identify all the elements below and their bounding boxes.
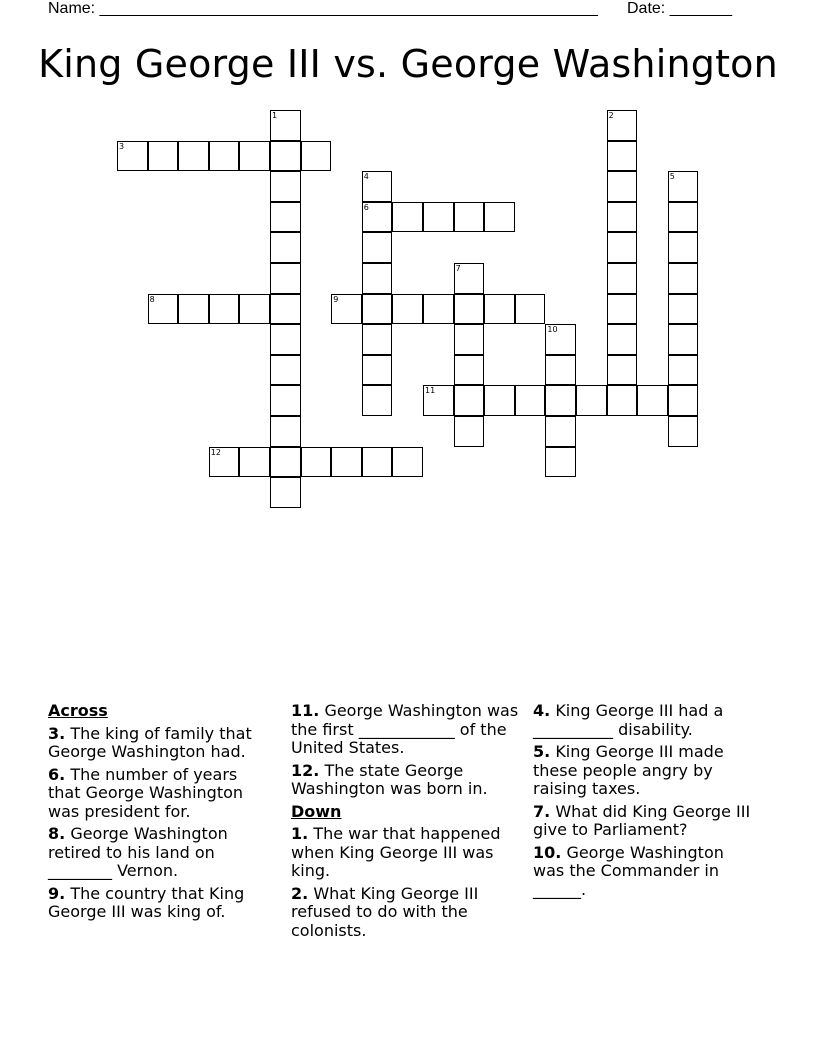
crossword-cell[interactable] [423,385,454,416]
cell-number: 1 [272,111,278,120]
crossword-cell[interactable] [331,447,362,478]
clue-across-6 [48,766,273,822]
crossword-cell[interactable] [668,171,699,202]
crossword-cell[interactable] [607,141,638,172]
clue-across-8 [48,825,273,881]
crossword-cell[interactable] [607,263,638,294]
clue-down-4 [533,702,758,739]
clue-text: What did King George III give to Parliament? [533,801,751,839]
crossword-cell[interactable] [270,141,301,172]
clue-number: 4. [533,701,551,720]
crossword-cell[interactable] [270,294,301,325]
clue-number: 12. [291,760,320,780]
clue-number: 11. [291,701,320,720]
crossword-cell[interactable] [637,385,668,416]
crossword-cell[interactable] [668,324,699,355]
crossword-cell[interactable] [270,477,301,508]
crossword-cell[interactable] [545,385,576,416]
crossword-cell[interactable] [148,141,179,172]
clue-text: King George III had a __________ disability. [533,701,724,739]
name-field-label: Name: ________________________________________________________ [48,0,598,17]
crossword-cell[interactable] [545,355,576,386]
crossword-cell[interactable] [239,141,270,172]
cell-number: 3 [119,141,125,151]
crossword-cell[interactable] [331,294,362,325]
crossword-cell[interactable] [239,294,270,325]
clue-text: The war that happened when King George III was king. [291,824,501,880]
crossword-cell[interactable] [392,447,423,478]
clue-column-2 [291,702,526,944]
clue-column-3 [533,702,758,903]
crossword-cell[interactable] [545,324,576,355]
crossword-cell[interactable] [607,385,638,416]
cell-number: 2 [608,111,614,120]
cell-number: 9 [333,294,339,304]
crossword-cell[interactable] [209,141,240,172]
crossword-cell[interactable] [668,294,699,325]
crossword-cell[interactable] [454,355,485,386]
crossword-cell[interactable] [270,355,301,386]
clue-number: 3. [48,723,66,743]
crossword-cell[interactable] [362,202,393,233]
crossword-cell[interactable] [301,141,332,172]
crossword-cell[interactable] [668,355,699,386]
crossword-cell[interactable] [607,110,638,141]
date-field-label: Date: _______ [627,0,732,17]
crossword-cell[interactable] [117,141,148,172]
crossword-cell[interactable] [576,385,607,416]
cell-number: 8 [149,294,155,304]
crossword-cell[interactable] [270,447,301,478]
clue-text: What King George III refused to do with the colonists. [291,883,479,940]
clue-number: 2. [291,883,309,903]
crossword-cell[interactable] [484,202,515,233]
clue-text: The king of family that George Washington had. [48,723,252,761]
cell-number: 5 [669,172,675,182]
clue-across-11 [291,702,526,758]
crossword-cell[interactable] [270,263,301,294]
crossword-cell[interactable] [362,263,393,294]
crossword-cell[interactable] [362,385,393,416]
crossword-cell[interactable] [362,171,393,202]
clue-number: 7. [533,801,551,821]
clue-number: 8. [48,824,66,843]
cell-number: 6 [363,202,369,212]
crossword-cell[interactable] [270,110,301,141]
clue-text: George Washington was the Commander in ______. [533,842,724,899]
clue-down-1 [291,825,526,881]
clue-down-7 [533,803,758,840]
crossword-cell[interactable] [668,416,699,447]
crossword-cell[interactable] [454,294,485,325]
crossword-cell[interactable] [301,447,332,478]
crossword-cell[interactable] [270,232,301,263]
clue-across-9 [48,885,273,922]
cell-number: 4 [363,172,369,182]
clue-number: 1. [291,824,309,843]
crossword-cell[interactable] [423,294,454,325]
clue-number: 9. [48,883,66,903]
crossword-cell[interactable] [270,171,301,202]
crossword-cell[interactable] [454,385,485,416]
clue-down-2 [291,885,526,941]
clue-down-10 [533,844,758,900]
crossword-cell[interactable] [423,202,454,233]
crossword-cell[interactable] [454,202,485,233]
crossword-cell[interactable] [484,294,515,325]
cell-number: 10 [547,325,558,335]
crossword-cell[interactable] [392,202,423,233]
crossword-cell[interactable] [668,202,699,233]
clue-number: 10. [533,842,562,862]
crossword-cell[interactable] [545,447,576,478]
clue-text: The state George Washington was born in. [291,760,488,798]
crossword-cell[interactable] [607,355,638,386]
crossword-cell[interactable] [454,416,485,447]
crossword-cell[interactable] [270,324,301,355]
crossword-cell[interactable] [270,202,301,233]
crossword-cell[interactable] [454,324,485,355]
clue-text: King George III made these people angry by raising taxes. [533,742,724,798]
clue-across-12 [291,762,526,799]
crossword-cell[interactable] [607,294,638,325]
crossword-cell[interactable] [484,385,515,416]
clue-text: George Washington was the first ____________ of the United States. [291,701,519,757]
crossword-cell[interactable] [515,385,546,416]
crossword-cell[interactable] [392,294,423,325]
cell-number: 11 [425,386,436,396]
crossword-cell[interactable] [362,232,393,263]
cell-number: 7 [455,264,461,273]
clue-text: George Washington retired to his land on ________ Vernon. [48,824,228,880]
crossword-cell[interactable] [545,416,576,447]
clue-across-3 [48,725,273,762]
clue-number: 5. [533,742,551,761]
crossword-cell[interactable] [362,324,393,355]
crossword-cell[interactable] [607,324,638,355]
clue-number: 6. [48,764,66,784]
clue-text: The number of years that George Washington was president for. [48,764,244,821]
clue-down-5 [533,743,758,799]
crossword-cell[interactable] [362,294,393,325]
crossword-cell[interactable] [515,294,546,325]
clue-text: The country that King George III was king of. [48,883,245,921]
clue-column-1 [48,702,273,926]
crossword-cell[interactable] [607,202,638,233]
crossword-cell[interactable] [607,232,638,263]
crossword-cell[interactable] [270,385,301,416]
crossword-cell[interactable] [668,263,699,294]
crossword-cell[interactable] [270,416,301,447]
crossword-cell[interactable] [668,232,699,263]
crossword-cell[interactable] [362,447,393,478]
crossword-cell[interactable] [209,294,240,325]
crossword-cell[interactable] [607,171,638,202]
crossword-cell[interactable] [668,385,699,416]
crossword-cell[interactable] [239,447,270,478]
down-heading: Down [291,801,342,821]
crossword-cell[interactable] [362,355,393,386]
cell-number: 12 [210,447,221,457]
across-heading: Across [48,701,108,720]
crossword-cell[interactable] [178,141,209,172]
crossword-cell[interactable] [148,294,179,325]
crossword-cell[interactable] [454,263,485,294]
crossword-cell[interactable] [178,294,209,325]
crossword-cell[interactable] [209,447,240,478]
puzzle-title: King George III vs. George Washington [38,42,778,86]
